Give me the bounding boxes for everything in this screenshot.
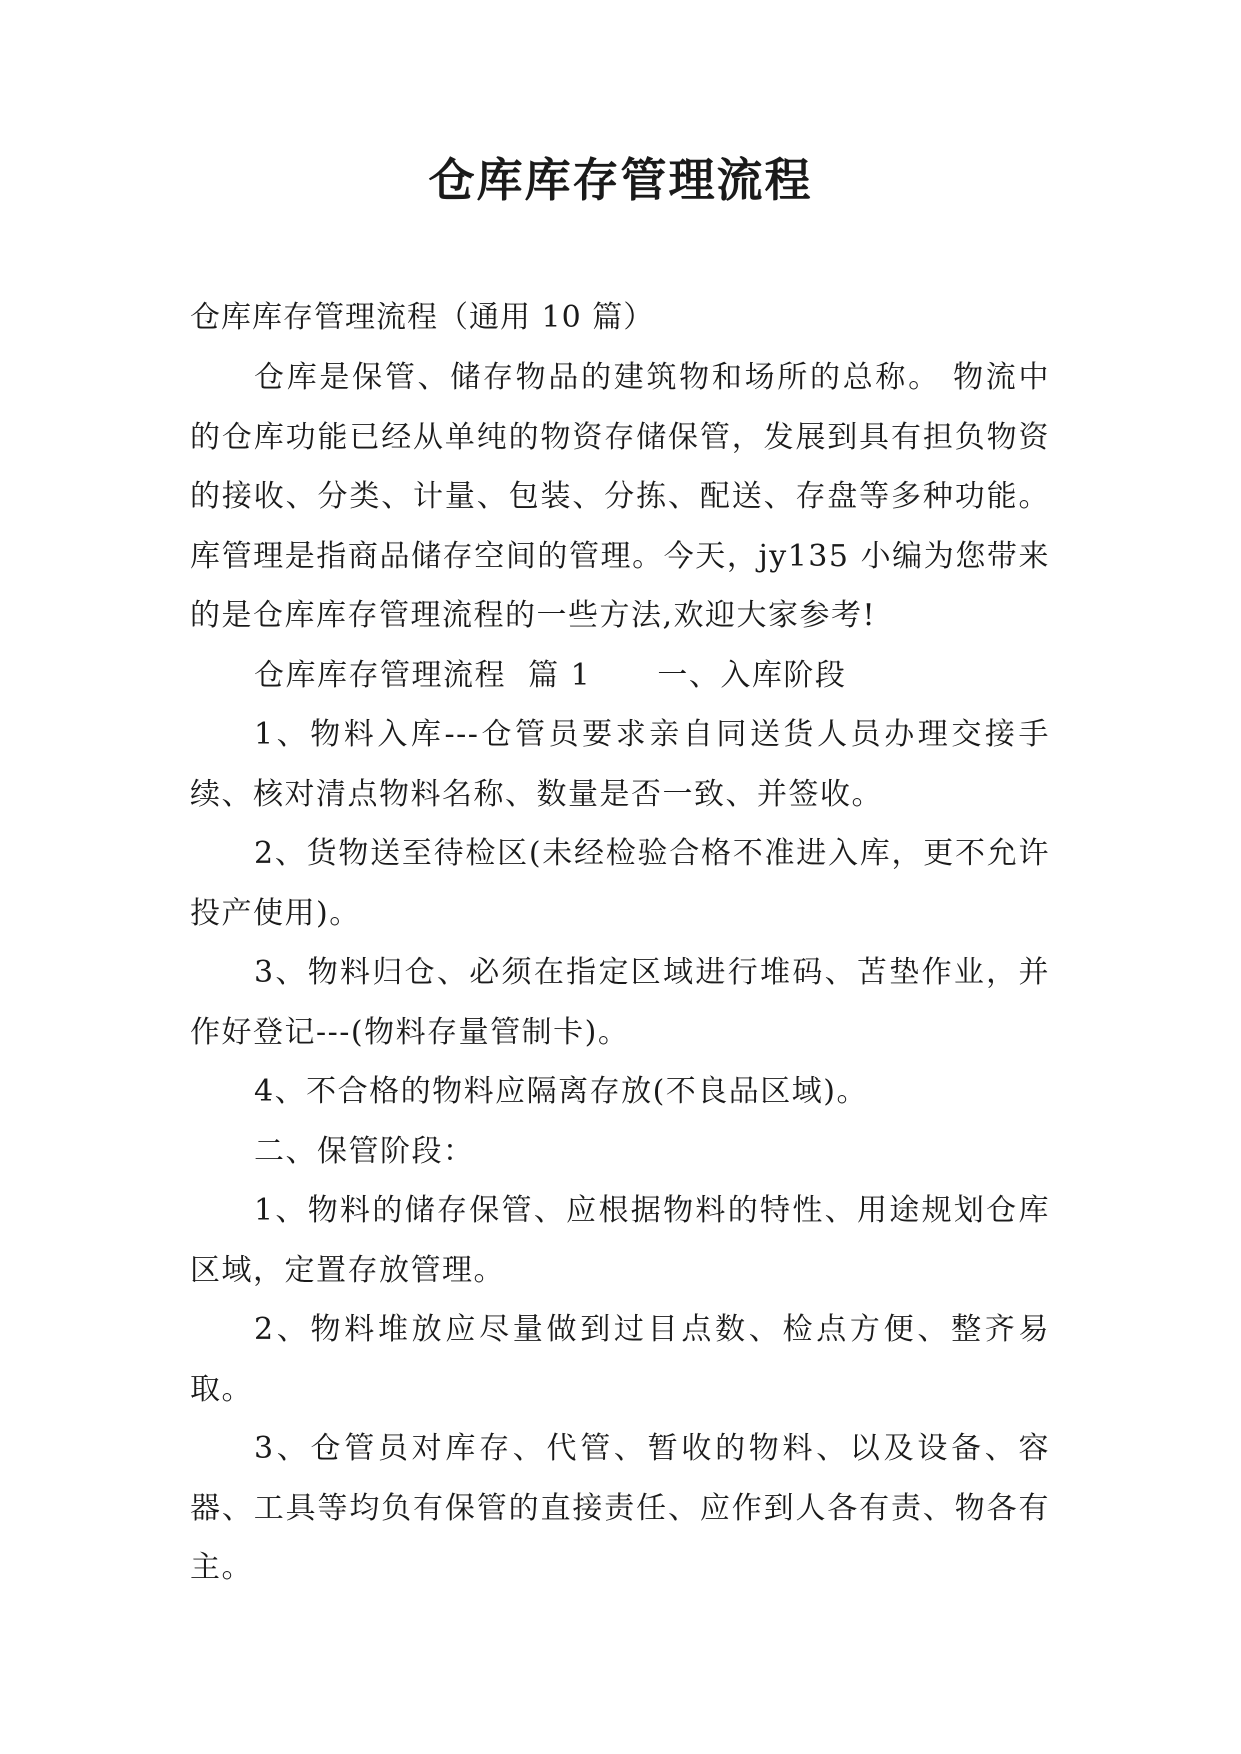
stage2-heading: 二、保管阶段： [254, 1133, 475, 1169]
document-body [190, 288, 1050, 1598]
section-1-heading: 仓库库存管理流程 篇 1 一、入库阶段 [254, 657, 847, 693]
stage2-item-3: 3、仓管员对库存、代管、暂收的物料、以及设备、容器、工具等均负有保管的直接责任、应作到人各有责、物各有主。 [190, 1431, 1050, 1585]
stage1-item-2: 2、货物送至待检区(未经检验合格不准进入库，更不允许投产使用)。 [190, 836, 1050, 931]
stage1-item-3: 3、物料归仓、必须在指定区域进行堆码、苫垫作业，并作好登记---(物料存量管制卡)。 [190, 955, 1050, 1050]
document-subtitle: 仓库库存管理流程（通用 10 篇） [190, 300, 655, 335]
stage2-item-1: 1、物料的储存保管、应根据物料的特性、用途规划仓库区域，定置存放管理。 [190, 1193, 1050, 1288]
stage1-item-4: 4、不合格的物料应隔离存放(不良品区域)。 [254, 1074, 868, 1109]
stage1-item-1: 1、物料入库---仓管员要求亲自同送货人员办理交接手续、核对清点物料名称、数量是否一致、并签收。 [190, 717, 1050, 812]
document-title: 仓库库存管理流程 [428, 153, 813, 207]
stage2-item-2: 2、物料堆放应尽量做到过目点数、检点方便、整齐易取。 [190, 1312, 1050, 1407]
intro-paragraph: 仓库是保管、储存物品的建筑物和场所的总称。 物流中的仓库功能已经从单纯的物资存储保管，发展到具有担负物资的接收、分类、计量、包装、分拣、配送、存盘等多种功能。库管理是指商品储存空间的管理。今天，jy135 小编为您带来的是仓库库存管理流程的一些方法,欢迎大家参考! [190, 360, 1050, 633]
